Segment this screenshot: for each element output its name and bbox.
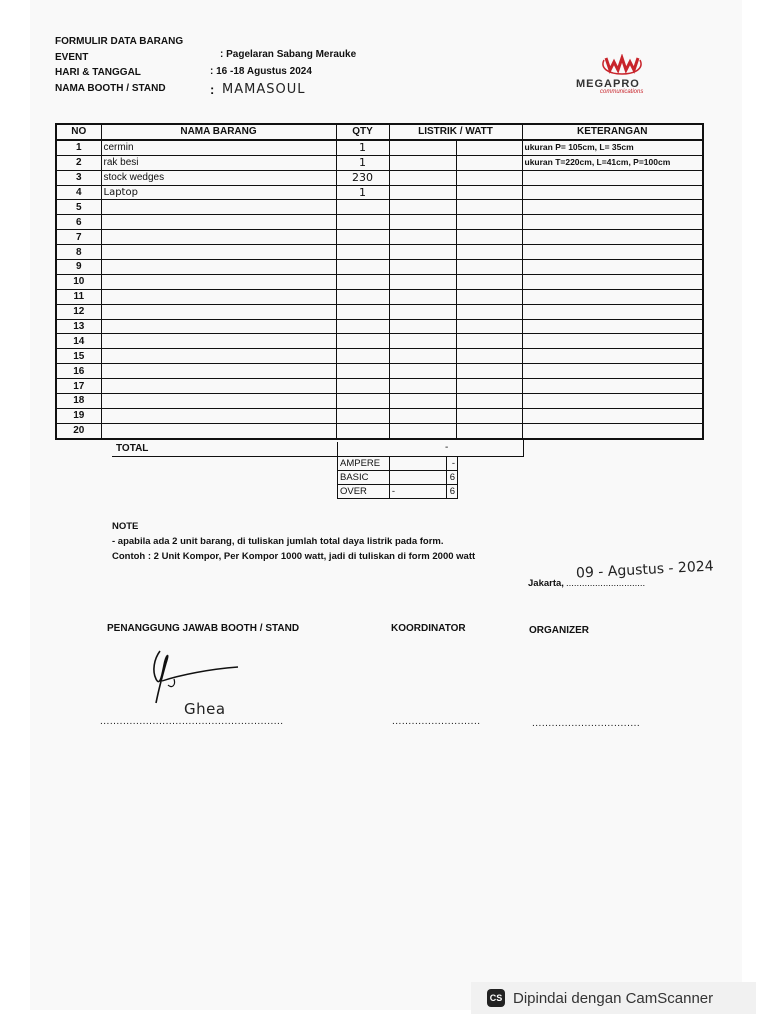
table-row (56, 319, 703, 334)
row-no: 4 (56, 185, 101, 200)
col-header-qty: QTY (336, 124, 389, 140)
row-watt-a (389, 334, 456, 349)
table-row (56, 364, 703, 379)
camscanner-text: Dipindai dengan CamScanner (513, 989, 714, 1007)
power-label: BASIC (338, 471, 390, 485)
logo-name: MEGAPRO (576, 78, 640, 90)
row-watt-a (389, 215, 456, 230)
row-no: 20 (56, 423, 101, 438)
row-keterangan (522, 185, 703, 200)
row-item-name: Laptop (101, 185, 336, 200)
col-header-no: NO (56, 124, 101, 140)
row-qty (336, 319, 389, 334)
row-item-name (101, 200, 336, 215)
table-row (56, 304, 703, 319)
row-keterangan (522, 260, 703, 275)
note-title: NOTE (112, 521, 139, 532)
row-watt-b (456, 394, 522, 409)
row-no: 6 (56, 215, 101, 230)
total-value: - (445, 442, 449, 453)
row-watt-b (456, 304, 522, 319)
row-watt-b (456, 289, 522, 304)
row-qty (336, 230, 389, 245)
row-watt-a (389, 379, 456, 394)
power-value: 6 (447, 471, 458, 485)
power-mid (389, 457, 446, 471)
items-table (55, 123, 704, 440)
koordinator-signature-line: ........................... (392, 716, 481, 727)
koordinator-label: KOORDINATOR (391, 623, 466, 634)
row-no: 11 (56, 289, 101, 304)
place-prefix: Jakarta, (528, 578, 564, 589)
table-row (56, 394, 703, 409)
row-qty (336, 423, 389, 438)
row-keterangan (522, 200, 703, 215)
row-qty: 1 (336, 140, 389, 155)
row-watt-a (389, 140, 456, 155)
booth-label: NAMA BOOTH / STAND (55, 83, 166, 94)
booth-value-handwritten: MAMASOUL (222, 82, 306, 97)
row-keterangan (522, 379, 703, 394)
power-row (338, 485, 458, 499)
row-watt-a (389, 185, 456, 200)
row-qty (336, 394, 389, 409)
row-watt-a (389, 304, 456, 319)
table-row (56, 215, 703, 230)
row-watt-b (456, 215, 522, 230)
logo-tagline: communications (600, 89, 644, 95)
table-row (56, 245, 703, 260)
table-row (56, 289, 703, 304)
row-watt-b (456, 200, 522, 215)
row-item-name (101, 319, 336, 334)
row-watt-a (389, 245, 456, 260)
row-item-name (101, 408, 336, 423)
row-keterangan (522, 170, 703, 185)
row-keterangan (522, 319, 703, 334)
table-row (56, 274, 703, 289)
booth-colon: : (210, 82, 215, 97)
row-no: 8 (56, 245, 101, 260)
table-row (56, 230, 703, 245)
camscanner-badge (471, 982, 756, 1014)
pj-signature-line: ........................................................ (100, 716, 284, 727)
row-item-name (101, 274, 336, 289)
row-no: 7 (56, 230, 101, 245)
row-qty: 1 (336, 155, 389, 170)
row-watt-a (389, 289, 456, 304)
row-watt-a (389, 394, 456, 409)
row-watt-b (456, 274, 522, 289)
table-body (56, 140, 703, 439)
row-watt-a (389, 170, 456, 185)
row-keterangan (522, 423, 703, 438)
row-keterangan (522, 334, 703, 349)
date-label: HARI & TANGGAL (55, 67, 141, 78)
power-mid: - (389, 485, 446, 499)
row-item-name (101, 260, 336, 275)
row-qty (336, 289, 389, 304)
row-no: 14 (56, 334, 101, 349)
note-block (112, 519, 475, 564)
row-qty (336, 215, 389, 230)
row-watt-b (456, 185, 522, 200)
row-watt-b (456, 379, 522, 394)
note-line-1: - apabila ada 2 unit barang, di tuliskan jumlah total daya listrik pada form. (112, 536, 444, 547)
row-item-name (101, 379, 336, 394)
row-watt-b (456, 319, 522, 334)
row-no: 19 (56, 408, 101, 423)
row-no: 16 (56, 364, 101, 379)
pj-label: PENANGGUNG JAWAB BOOTH / STAND (107, 623, 300, 634)
total-label: TOTAL (116, 443, 149, 454)
row-keterangan (522, 215, 703, 230)
row-keterangan: ukuran P= 105cm, L= 35cm (522, 140, 703, 155)
row-keterangan: ukuran T=220cm, L=41cm, P=100cm (522, 155, 703, 170)
row-no: 17 (56, 379, 101, 394)
row-item-name (101, 364, 336, 379)
row-item-name (101, 289, 336, 304)
row-item-name: rak besi (101, 155, 336, 170)
col-header-nama-barang: NAMA BARANG (101, 124, 336, 140)
power-row (338, 471, 458, 485)
row-qty (336, 349, 389, 364)
row-qty (336, 364, 389, 379)
organizer-signature-line: ................................. (532, 718, 641, 729)
row-watt-a (389, 260, 456, 275)
megapro-logo (574, 54, 674, 98)
power-rows (338, 457, 458, 499)
col-header-listrik: LISTRIK / WATT (389, 124, 522, 140)
table-row (56, 379, 703, 394)
table-header-row (56, 124, 703, 140)
row-watt-a (389, 423, 456, 438)
row-no: 1 (56, 140, 101, 155)
table-row (56, 155, 703, 170)
event-label: EVENT (55, 52, 89, 63)
row-keterangan (522, 394, 703, 409)
table-row (56, 170, 703, 185)
row-watt-a (389, 274, 456, 289)
row-keterangan (522, 304, 703, 319)
row-watt-b (456, 364, 522, 379)
row-watt-a (389, 349, 456, 364)
power-value: 6 (447, 485, 458, 499)
row-item-name (101, 245, 336, 260)
row-no: 2 (56, 155, 101, 170)
row-qty: 230 (336, 170, 389, 185)
table-row (56, 200, 703, 215)
row-no: 18 (56, 394, 101, 409)
row-watt-a (389, 155, 456, 170)
row-no: 15 (56, 349, 101, 364)
power-label: AMPERE (338, 457, 390, 471)
row-watt-a (389, 408, 456, 423)
organizer-label: ORGANIZER (529, 625, 589, 636)
row-watt-a (389, 364, 456, 379)
row-qty (336, 334, 389, 349)
table-row (56, 260, 703, 275)
row-qty (336, 245, 389, 260)
total-row (112, 442, 524, 457)
row-no: 10 (56, 274, 101, 289)
row-no: 5 (56, 200, 101, 215)
power-row (338, 457, 458, 471)
row-qty (336, 379, 389, 394)
row-no: 3 (56, 170, 101, 185)
row-keterangan (522, 230, 703, 245)
row-qty (336, 200, 389, 215)
power-mid (389, 471, 446, 485)
row-item-name: cermin (101, 140, 336, 155)
table-row (56, 185, 703, 200)
row-no: 12 (56, 304, 101, 319)
row-item-name (101, 349, 336, 364)
table-row (56, 423, 703, 438)
col-header-keterangan: KETERANGAN (522, 124, 703, 140)
table-row (56, 140, 703, 155)
row-watt-b (456, 349, 522, 364)
table-row (56, 349, 703, 364)
row-item-name (101, 304, 336, 319)
row-qty (336, 304, 389, 319)
row-qty (336, 260, 389, 275)
row-item-name (101, 230, 336, 245)
power-table (337, 456, 458, 499)
row-keterangan (522, 349, 703, 364)
row-watt-b (456, 230, 522, 245)
row-keterangan (522, 408, 703, 423)
row-watt-b (456, 408, 522, 423)
place-dots: .............................. (566, 578, 646, 589)
total-divider (337, 442, 338, 456)
row-item-name (101, 423, 336, 438)
row-qty (336, 408, 389, 423)
row-qty: 1 (336, 185, 389, 200)
row-item-name (101, 215, 336, 230)
row-keterangan (522, 289, 703, 304)
form-title: FORMULIR DATA BARANG (55, 36, 184, 47)
row-keterangan (522, 364, 703, 379)
row-watt-a (389, 319, 456, 334)
row-item-name: stock wedges (101, 170, 336, 185)
power-label: OVER (338, 485, 390, 499)
total-divider-right (523, 440, 524, 456)
row-watt-a (389, 230, 456, 245)
row-item-name (101, 334, 336, 349)
date-handwritten: 09 - Agustus - 2024 (575, 558, 714, 582)
row-no: 13 (56, 319, 101, 334)
row-qty (336, 274, 389, 289)
row-keterangan (522, 274, 703, 289)
row-watt-b (456, 155, 522, 170)
table-row (56, 334, 703, 349)
signatory-name-handwritten: Ghea (184, 700, 226, 718)
row-watt-a (389, 200, 456, 215)
row-watt-b (456, 423, 522, 438)
event-value: : Pagelaran Sabang Merauke (220, 49, 357, 60)
power-value: - (447, 457, 458, 471)
row-item-name (101, 394, 336, 409)
row-watt-b (456, 260, 522, 275)
note-line-2: Contoh : 2 Unit Kompor, Per Kompor 1000 watt, jadi di tuliskan di form 2000 watt (112, 551, 476, 562)
row-keterangan (522, 245, 703, 260)
row-no: 9 (56, 260, 101, 275)
row-watt-b (456, 170, 522, 185)
table-row (56, 408, 703, 423)
camscanner-icon: CS (487, 989, 505, 1007)
row-watt-b (456, 245, 522, 260)
row-watt-b (456, 334, 522, 349)
row-watt-b (456, 140, 522, 155)
date-value: : 16 -18 Agustus 2024 (210, 66, 312, 77)
